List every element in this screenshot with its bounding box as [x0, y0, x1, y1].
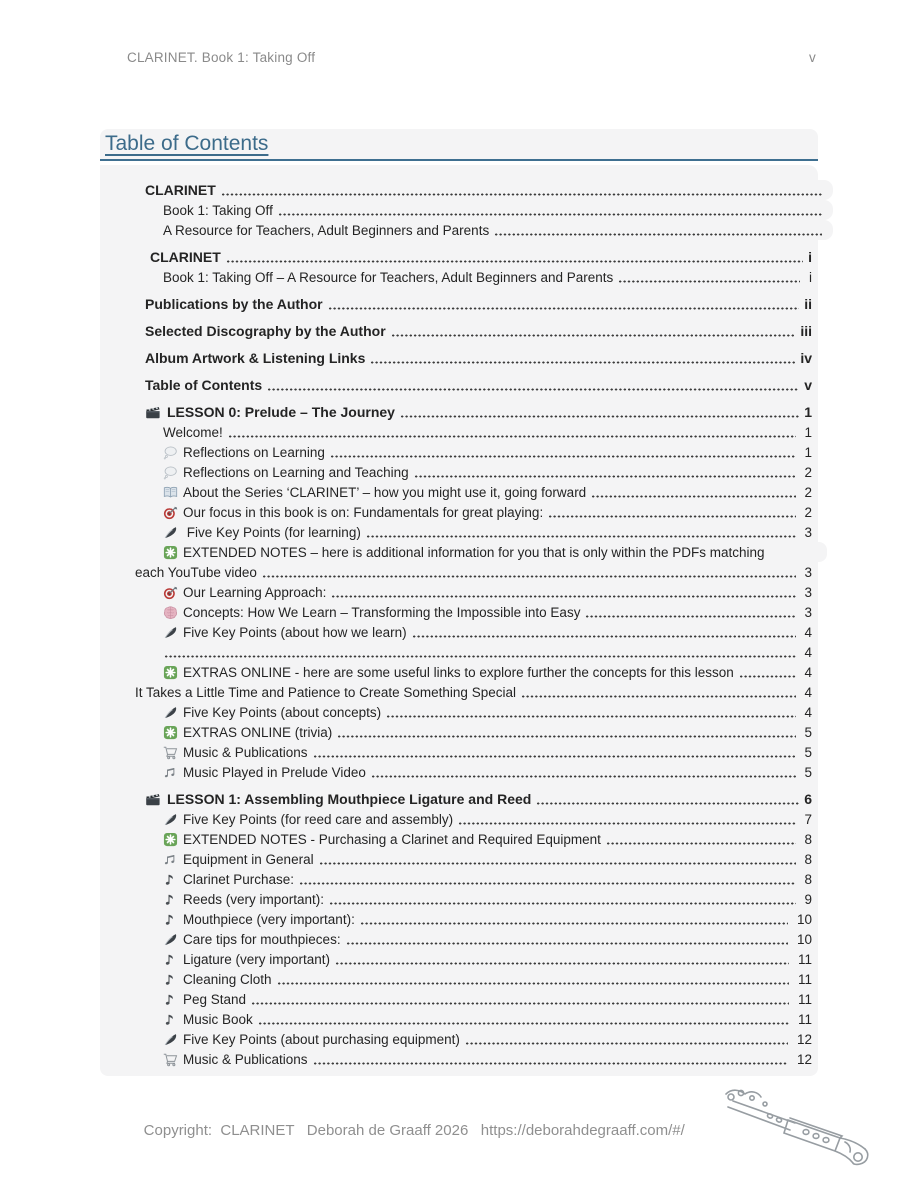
toc-entry-label: CLARINET: [145, 182, 216, 198]
toc-entry-label: Book 1: Taking Off – A Resource for Teachers, Adult Beginners and Parents: [163, 269, 614, 285]
toc-entry-label: Reflections on Learning and Teaching: [183, 464, 409, 480]
music-note-icon: [163, 872, 178, 887]
dot-leader: [299, 882, 796, 885]
toc-entry[interactable]: [100, 762, 818, 782]
cart-icon: [163, 1052, 178, 1067]
toc-entry-page: 8: [800, 851, 812, 867]
toc-entry-label: CLARINET: [150, 249, 221, 265]
dot-leader: [386, 715, 796, 718]
toc-entry-label: Equipment in General: [183, 851, 314, 867]
extended-notes-icon: [163, 832, 178, 847]
header-page-number: v: [809, 50, 816, 65]
toc-entry-label: LESSON 0: Prelude – The Journey: [167, 404, 395, 420]
dot-leader: [458, 822, 796, 825]
dot-leader: [366, 535, 796, 538]
toc-entry[interactable]: [100, 789, 818, 809]
extended-notes-icon: [163, 545, 178, 560]
toc-entry-page: 12: [793, 1051, 812, 1067]
toc-entry[interactable]: [100, 682, 818, 702]
toc-entry[interactable]: [100, 829, 818, 849]
dot-leader: [251, 1002, 789, 1005]
toc-entry-label: Five Key Points (about how we learn): [183, 624, 407, 640]
toc-entry-label: LESSON 1: Assembling Mouthpiece Ligature and Reed: [167, 791, 532, 807]
toc-entry-page: 8: [800, 831, 812, 847]
toc-entry-label: About the Series ‘CLARINET’ – how you might use it, going forward: [183, 484, 587, 500]
toc-entry-page: 4: [800, 684, 812, 700]
music-notes-icon: [163, 852, 178, 867]
music-note-icon: [163, 972, 178, 987]
toc-entry[interactable]: [100, 809, 818, 829]
dot-leader: [391, 334, 796, 337]
toc-entry-label: Selected Discography by the Author: [145, 323, 386, 339]
toc-entry[interactable]: [100, 1009, 818, 1029]
toc-entry-label: It Takes a Little Time and Patience to Create Something Special: [135, 684, 516, 700]
dot-leader: [335, 962, 789, 965]
toc-entry-label: Publications by the Author: [145, 296, 323, 312]
toc-entry[interactable]: [100, 422, 818, 442]
toc-entry-page: 11: [794, 971, 812, 987]
clapper-icon: [145, 404, 161, 420]
toc-entry-page: 11: [794, 991, 812, 1007]
brain-icon: [163, 605, 178, 620]
toc-entry[interactable]: [100, 1029, 818, 1049]
dot-leader: [164, 655, 796, 658]
document-header: [127, 50, 816, 65]
dot-leader: [221, 193, 822, 196]
toc-entry[interactable]: [100, 969, 818, 989]
dot-leader: [258, 1022, 789, 1025]
dot-leader: [548, 515, 796, 518]
toc-entry-page: 1: [800, 424, 812, 440]
cart-icon: [163, 745, 178, 760]
page-footer: [127, 1105, 685, 1156]
toc-entry-page: 2: [800, 504, 812, 520]
toc-entry-label: Music Played in Prelude Video: [183, 764, 366, 780]
toc-entry[interactable]: [100, 742, 818, 762]
thought-balloon-icon: [163, 445, 178, 460]
header-title: CLARINET. Book 1: Taking Off: [127, 50, 316, 65]
toc-entry-page: 4: [800, 664, 812, 680]
toc-entry[interactable]: [100, 1049, 818, 1069]
toc-entry-page: ii: [804, 296, 812, 312]
toc-entry-page: 3: [800, 564, 812, 580]
dot-leader: [414, 475, 796, 478]
extended-notes-icon: [163, 665, 178, 680]
toc-entry-label: EXTRAS ONLINE - here are some useful links to explore further the concepts for this lesson: [183, 664, 734, 680]
music-note-icon: [163, 892, 178, 907]
toc-entry[interactable]: [100, 502, 818, 522]
toc-entry-page: 6: [804, 791, 812, 807]
toc-entry[interactable]: [100, 929, 818, 949]
dot-leader: [228, 435, 796, 438]
dot-leader: [262, 575, 796, 578]
toc-entry[interactable]: [100, 662, 818, 682]
toc-entry[interactable]: [100, 294, 818, 314]
toc-entry-page: 12: [793, 1031, 812, 1047]
toc-entry[interactable]: [100, 442, 818, 462]
dot-leader: [400, 415, 799, 418]
toc-entry[interactable]: [100, 582, 818, 602]
toc-entry[interactable]: [100, 849, 818, 869]
toc-entry-label: Reflections on Learning: [183, 444, 325, 460]
toc-entry-page: 11: [794, 951, 812, 967]
dot-leader: [606, 842, 796, 845]
toc-entry-page: 3: [800, 604, 812, 620]
toc-entry-label: Cleaning Cloth: [183, 971, 272, 987]
toc-entry[interactable]: [100, 562, 818, 582]
music-note-icon: [163, 952, 178, 967]
music-note-icon: [163, 992, 178, 1007]
dot-leader: [331, 595, 795, 598]
toc-entry[interactable]: [100, 180, 833, 200]
toc-entry-page: 5: [800, 724, 812, 740]
dot-leader: [267, 388, 799, 391]
pen-icon: [163, 705, 178, 720]
toc-entry-label: Concepts: How We Learn – Transforming the Impossible into Easy: [183, 604, 581, 620]
dot-leader: [328, 307, 800, 310]
toc-entry-label: Music & Publications: [183, 1051, 308, 1067]
toc-entry-page: 5: [800, 744, 812, 760]
toc-entry[interactable]: [100, 482, 818, 502]
toc-entry-page: 10: [793, 931, 812, 947]
dot-leader: [412, 635, 796, 638]
toc-entry[interactable]: [100, 247, 818, 267]
toc-entry-label: Table of Contents: [145, 377, 263, 393]
pen-icon: [163, 932, 178, 947]
toc-entry[interactable]: [100, 267, 818, 287]
pen-icon: [163, 1032, 178, 1047]
dot-leader: [370, 361, 795, 364]
toc-entry-label: Five Key Points (for reed care and assembly): [183, 811, 454, 827]
extended-notes-icon: [163, 725, 178, 740]
toc-entry-label: EXTENDED NOTES - Purchasing a Clarinet and Required Equipment: [183, 831, 601, 847]
dot-leader: [337, 735, 795, 738]
toc-entry-label: Music Book: [183, 1011, 253, 1027]
dot-leader: [346, 942, 789, 945]
toc-entry-page: 7: [800, 811, 812, 827]
toc-entry[interactable]: [100, 622, 818, 642]
toc-entry-page: 3: [800, 524, 812, 540]
dot-leader: [226, 260, 803, 263]
toc-entry[interactable]: [100, 462, 818, 482]
toc-entry-page: iv: [800, 350, 812, 366]
open-book-icon: [163, 485, 178, 500]
toc-entry-label: each YouTube video: [135, 564, 257, 580]
toc-entry-label: Reeds (very important):: [183, 891, 325, 907]
dot-leader: [465, 1042, 788, 1045]
toc-entry-page: 10: [793, 911, 812, 927]
toc-entry-page: v: [804, 377, 812, 393]
pen-icon: [163, 812, 178, 827]
dot-leader: [313, 755, 796, 758]
toc-title: Table of Contents: [105, 132, 269, 155]
dot-leader: [618, 280, 800, 283]
dot-leader: [494, 233, 822, 236]
dot-leader: [585, 615, 795, 618]
toc-entry[interactable]: [100, 889, 818, 909]
dot-leader: [319, 862, 796, 865]
toc-entry-label: Welcome!: [163, 424, 223, 440]
dot-leader: [277, 982, 790, 985]
toc-entry-page: 8: [800, 871, 812, 887]
toc-entry-page: iii: [800, 323, 812, 339]
toc-entry-label: Clarinet Purchase:: [183, 871, 295, 887]
dot-leader: [536, 802, 799, 805]
toc-entry-page: 3: [800, 584, 812, 600]
toc-entry-page: 5: [800, 764, 812, 780]
toc-entry-label: Book 1: Taking Off: [163, 202, 273, 218]
dot-leader: [521, 695, 796, 698]
toc-entry-label: Mouthpiece (very important):: [183, 911, 355, 927]
toc-entry[interactable]: [100, 522, 818, 542]
toc-entry-label: Our focus in this book is on: Fundamentals for great playing:: [183, 504, 544, 520]
toc-entry-label: EXTRAS ONLINE (trivia): [183, 724, 333, 740]
dot-leader: [371, 775, 796, 778]
toc-entry-page: 4: [800, 704, 812, 720]
toc-entry-label: Five Key Points (for learning): [183, 524, 361, 540]
clapper-icon: [145, 791, 161, 807]
toc-entry[interactable]: [100, 722, 818, 742]
dot-leader: [739, 675, 796, 678]
toc-entry-label: A Resource for Teachers, Adult Beginners and Parents: [163, 222, 490, 238]
thought-balloon-icon: [163, 465, 178, 480]
toc-section: [100, 129, 818, 1076]
toc-entry-page: 9: [800, 891, 812, 907]
dot-leader: [278, 213, 822, 216]
toc-entry-page: 2: [800, 464, 812, 480]
toc-entry-page: 1: [800, 444, 812, 460]
toc-entry[interactable]: [100, 220, 833, 240]
toc-entry-label: EXTENDED NOTES – here is additional information for you that is only within the PDFs matching: [183, 544, 765, 560]
toc-entry-label: Music & Publications: [183, 744, 308, 760]
toc-entry-label: Peg Stand: [183, 991, 247, 1007]
toc-entry-page: i: [805, 269, 812, 285]
toc-entry[interactable]: [100, 348, 818, 368]
toc-entry[interactable]: [100, 869, 818, 889]
music-note-icon: [163, 912, 178, 927]
footer-text: Copyright: CLARINET Deborah de Graaff 2026 https://deborahdegraaff.com/#/: [143, 1122, 685, 1139]
toc-entry-page: i: [808, 249, 812, 265]
toc-entry-label: Our Learning Approach:: [183, 584, 327, 600]
toc-entry[interactable]: [100, 402, 818, 422]
dot-leader: [313, 1062, 789, 1065]
toc-entry[interactable]: [100, 989, 818, 1009]
toc-entry-page: 1: [804, 404, 812, 420]
toc-entry-page: 4: [800, 624, 812, 640]
toc-entry-page: 11: [794, 1011, 812, 1027]
toc-entry[interactable]: [100, 200, 833, 220]
toc-entry[interactable]: [100, 702, 818, 722]
dot-leader: [329, 902, 796, 905]
toc-entry[interactable]: [100, 909, 818, 929]
music-notes-icon: [163, 765, 178, 780]
toc-entry[interactable]: [100, 642, 818, 662]
pen-icon: [163, 625, 178, 640]
toc-entry[interactable]: [100, 602, 818, 622]
toc-entry-label: Five Key Points (about purchasing equipment): [183, 1031, 460, 1047]
dot-leader: [360, 922, 788, 925]
toc-entry[interactable]: [100, 321, 818, 341]
music-note-icon: [163, 1012, 178, 1027]
toc-entry[interactable]: [100, 542, 827, 562]
toc-entry-label: Care tips for mouthpieces:: [183, 931, 341, 947]
toc-entry-label: Five Key Points (about concepts): [183, 704, 382, 720]
dot-leader: [330, 455, 796, 458]
toc-entry-label: Ligature (very important): [183, 951, 331, 967]
toc-entry-label: Album Artwork & Listening Links: [145, 350, 366, 366]
dart-icon: [163, 505, 178, 520]
dart-icon: [163, 585, 178, 600]
toc-entry[interactable]: [100, 375, 818, 395]
toc-entry-page: 2: [800, 484, 812, 500]
toc-body: [100, 165, 818, 1076]
toc-entry[interactable]: [100, 949, 818, 969]
dot-leader: [591, 495, 796, 498]
pen-icon: [163, 525, 178, 540]
toc-title-bar: [100, 129, 818, 161]
toc-entry-page: 4: [800, 644, 812, 660]
clarinet-sketch: [718, 1078, 913, 1173]
